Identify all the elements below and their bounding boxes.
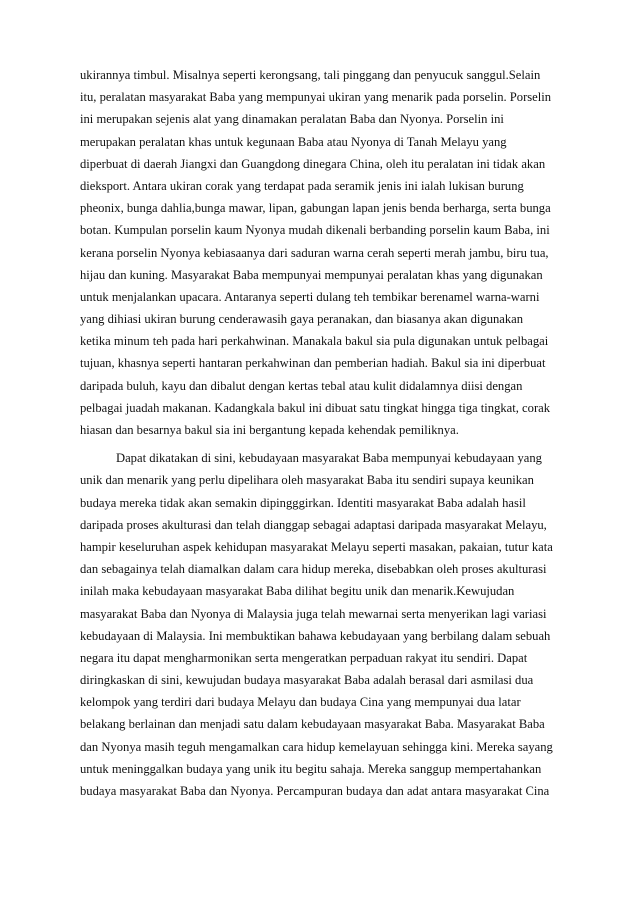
text-line: hijau dan kuning. Masyarakat Baba mempunyai mempunyai peralatan khas yang digunakan [80,267,543,282]
text-line: hampir keseluruhan aspek kehidupan masyarakat Melayu seperti masakan, pakaian, tutur kata [80,539,553,554]
text-line: ukirannya timbul. Misalnya seperti kerongsang, tali pinggang dan penyucuk sanggul.Selain [80,68,541,82]
text-line: kebudayaan di Malaysia. Ini membuktikan bahawa kebudayaan yang berbilang dalam sebuah [80,628,551,643]
text-line: hiasan dan besarnya bakul sia ini bergantung kepada kehendak pemiliknya. [80,423,459,437]
text-line: yang dihiasi ukiran burung cenderawasih gaya peranakan, dan biasanya akan digunakan [80,312,524,327]
text-line: dieksport. Antara ukiran corak yang terdapat pada seramik jenis ini ialah lukisan burung [80,178,524,193]
body-text [80,64,570,802]
text-line: tujuan, khasnya seperti hantaran perkahwinan dan pemberian hadiah. Bakul sia ini diperbuat [80,356,546,371]
text-line: pelbagai juadah makanan. Kadangkala bakul ini dibuat satu tingkat hingga tiga tingkat, corak [80,400,551,415]
text-line: daripada proses akulturasi dan telah dianggap sebagai adaptasi daripada masyarakat Melayu, [80,517,547,532]
text-line: untuk meninggalkan budaya yang unik itu begitu sahaja. Mereka sanggup mempertahankan [80,761,542,776]
text-line: negara itu dapat mengharmonikan serta mengeratkan perpaduan rakyat itu sendiri. Dapat [80,650,528,665]
text-line: diperbuat di daerah Jiangxi dan Guangdong dinegara China, oleh itu peralatan ini tidak akan [80,156,546,171]
text-line: inilah maka kebudayaan masyarakat Baba dilihat begitu unik dan menarik.Kewujudan [80,584,515,599]
text-line: belakang berlainan dan menjadi satu dalam kebudayaan masyarakat Baba. Masyarakat Baba [80,717,545,732]
text-line: kerana porselin Nyonya kebiasaanya dari saduran warna cerah seperti merah jambu, biru tua, [80,245,549,260]
text-line: itu, peralatan masyarakat Baba yang mempunyai ukiran yang menarik pada porselin. Porselin [80,90,552,105]
text-line: ketika minum teh pada hari perkahwinan. Manakala bakul sia pula digunakan untuk pelbagai [80,334,549,349]
text-line: merupakan peralatan khas untuk kegunaan Baba atau Nyonya di Tanah Melayu yang [80,134,507,149]
text-line: kelompok yang terdiri dari budaya Melayu dan budaya Cina yang mempunyai dua latar [80,695,521,710]
text-line: budaya mereka tidak akan semakin dipingggirkan. Identiti masyarakat Baba adalah hasil [80,495,526,510]
paragraph [80,64,570,441]
text-line: unik dan menarik yang perlu dipelihara oleh masyarakat Baba itu sendiri supaya keunikan [80,473,534,488]
text-line: daripada buluh, kayu dan dibalut dengan kertas tebal atau kulit didalamnya diisi dengan [80,378,523,393]
text-line: botan. Kumpulan porselin kaum Nyonya mudah dikenali berbanding porselin kaum Baba, ini [80,223,550,238]
text-line: masyarakat Baba dan Nyonya di Malaysia juga telah mewarnai serta menyerikan lagi variasi [80,606,547,621]
paragraph [80,447,570,802]
text-line: dan sebagainya telah diamalkan dalam cara hidup mereka, disebabkan oleh proses akulturasi [80,562,547,577]
text-line: diringkaskan di sini, kewujudan budaya masyarakat Baba adalah berasal dari asmilasi dua [80,673,534,688]
text-line: budaya masyarakat Baba dan Nyonya. Percampuran budaya dan adat antara masyarakat Cina [80,784,550,798]
text-line: ini merupakan sejenis alat yang dinamakan peralatan Baba dan Nyonya. Porselin ini [80,112,504,127]
text-line: Dapat dikatakan di sini, kebudayaan masyarakat Baba mempunyai kebudayaan yang [116,451,542,466]
text-line: untuk menjalankan upacara. Antaranya seperti dulang teh tembikar berenamel warna-warni [80,289,540,304]
text-line: dan Nyonya masih teguh mengamalkan cara hidup kemelayuan sehingga kini. Mereka sayang [80,739,553,754]
text-line: pheonix, bunga dahlia,bunga mawar, lipan, gabungan lapan jenis benda berharga, serta bunga [80,201,551,216]
